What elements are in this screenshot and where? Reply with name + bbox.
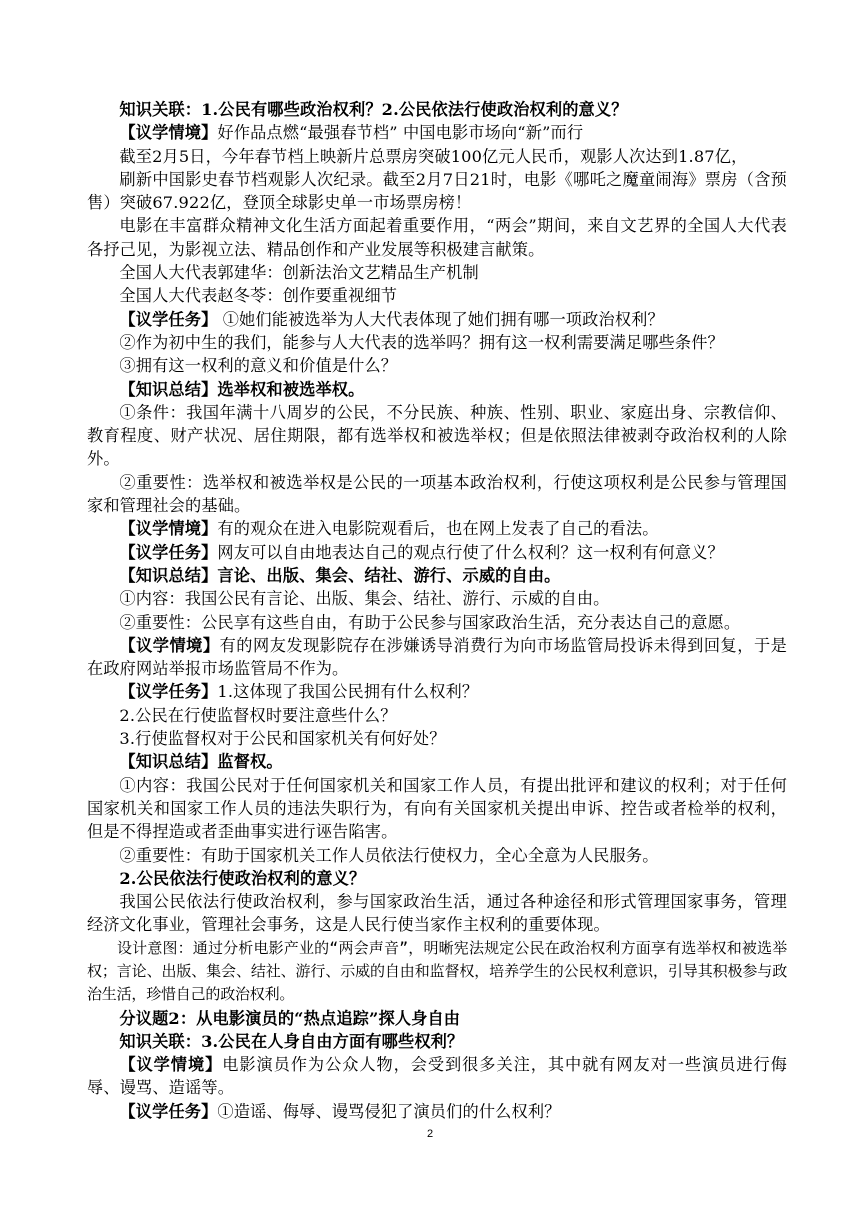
bracket-label: 【议学情境】: [119, 519, 218, 539]
bracket-label: 【知识总结】: [119, 379, 218, 399]
bracket-label: 【议学任务】: [119, 1101, 218, 1121]
paragraph: [87, 750, 787, 773]
paragraph: [87, 1053, 787, 1100]
paragraph: 全国人大代表赵冬苓：创作要重视细节: [119, 286, 398, 306]
paragraph-text: 1.这体现了我国公民拥有什么权利？: [217, 682, 479, 702]
paragraph: [87, 541, 787, 564]
design-intent-note: 设计意图：通过分析电影产业的“两会声音”，明晰宪法规定公民在政治权利方面享有选举权和被选举权；言论、出版、集会、结社、游行、示威的自由和监督权，培养学生的公民权利意识，引导其积极参与政治生活，珍惜自己的政治权利。: [87, 938, 787, 1004]
paragraph: [87, 378, 787, 401]
paragraph-text: 监督权。: [217, 752, 283, 772]
paragraph: [87, 634, 787, 681]
paragraph: 3.行使监督权对于公民和国家机关有何好处？: [119, 729, 446, 749]
bracket-label: 【议学情境】: [119, 1055, 223, 1075]
paragraph: [87, 680, 787, 703]
paragraph: ②重要性：有助于国家机关工作人员依法行使权力，全心全意为人民服务。: [119, 845, 659, 865]
page-number: 2: [426, 1128, 434, 1140]
bracket-label: 【议学情境】: [119, 635, 220, 655]
paragraph-text: 选举权和被选举权。: [217, 379, 365, 399]
paragraph: ②作为初中生的我们，能参与人大代表的选举吗？拥有这一权利需要满足哪些条件？: [119, 332, 724, 352]
paragraph: 全国人大代表郭建华：创新法治文艺精品生产机制: [119, 263, 479, 283]
paragraph-text: 电影演员作为公众人物，会受到很多关注，其中就有网友对一些演员进行侮辱、谩骂、造谣等。: [87, 1055, 788, 1098]
paragraph: [87, 517, 787, 540]
paragraph: [87, 121, 787, 144]
section-heading: 知识关联：1.公民有哪些政治权利？2.公民依法行使政治权利的意义？: [119, 100, 628, 119]
section-heading: 2.公民依法行使政治权利的意义？: [119, 868, 366, 888]
paragraph: 截至2月5日，今年春节档上映新片总票房突破100亿元人民币，观影人次达到1.87亿，: [119, 146, 748, 166]
bracket-label: 【议学情境】: [119, 123, 218, 143]
bracket-label: 【议学任务】: [119, 682, 218, 702]
paragraph-text: ①造谣、侮辱、谩骂侵犯了演员们的什么权利？: [217, 1101, 561, 1121]
bracket-label: 【知识总结】: [119, 565, 218, 585]
section-heading: 知识关联：3.公民在人身自由方面有哪些权利？: [119, 1031, 464, 1051]
paragraph: [87, 308, 787, 331]
paragraph: 电影在丰富群众精神文化生活方面起着重要作用，“两会”期间，来自文艺界的全国人大代表各抒己见，为影视立法、精品创作和产业发展等积极建言献策。: [87, 216, 787, 259]
paragraph-text: 有的网友发现影院存在涉嫌诱导消费行为向市场监管局投诉未得到回复，于是在政府网站举报市场监管局不作为。: [87, 635, 787, 679]
document-page: [87, 98, 787, 1123]
section-heading: 分议题2：从电影演员的“热点追踪”探人身自由: [119, 1008, 461, 1028]
paragraph: 我国公民依法行使政治权利，参与国家政治生活，通过各种途径和形式管理国家事务，管理经济文化事业，管理社会事务，这是人民行使当家作主权利的重要体现。: [87, 892, 787, 935]
paragraph: 刷新中国影史春节档观影人次纪录。截至2月7日21时，电影《哪吒之魔童闹海》票房（含预售）突破67.922亿，登顶全球影史单一市场票房榜！: [87, 169, 787, 213]
paragraph: ①条件：我国年满十八周岁的公民，不分民族、种族、性别、职业、家庭出身、宗教信仰、教育程度、财产状况、居住期限，都有选举权和被选举权；但是依照法律被剥夺政治权利的人除外。: [87, 402, 787, 469]
bracket-label: 【议学任务】: [119, 542, 218, 562]
bracket-label: 【知识总结】: [119, 752, 218, 772]
paragraph: [87, 1100, 787, 1123]
paragraph-text: 言论、出版、集会、结社、游行、示威的自由。: [217, 565, 561, 585]
paragraph: 2.公民在行使监督权时要注意些什么？: [119, 705, 397, 725]
paragraph-text: 好作品点燃“最强春节档” 中国电影市场向“新”而行: [217, 123, 584, 143]
paragraph-text: ①她们能被选举为人大代表体现了她们拥有哪一项政治权利？: [217, 309, 664, 329]
paragraph: ②重要性：公民享有这些自由，有助于公民参与国家政治生活，充分表达自己的意愿。: [119, 612, 741, 632]
paragraph: ②重要性：选举权和被选举权是公民的一项基本政治权利，行使这项权利是公民参与管理国家和管理社会的基础。: [87, 472, 787, 516]
paragraph: ③拥有这一权利的意义和价值是什么？: [119, 356, 398, 376]
paragraph: ①内容：我国公民对于任何国家机关和国家工作人员，有提出批评和建议的权利；对于任何国家机关和国家工作人员的违法失职行为，有向有关国家机关提出申诉、控告或者检举的权利，但是不得捏造或者歪曲事实进行诬告陷害。: [87, 775, 787, 842]
bracket-label: 【议学任务】: [119, 309, 218, 329]
paragraph: [87, 564, 787, 587]
paragraph-text: 网友可以自由地表达自己的观点行使了什么权利？这一权利有何意义？: [217, 542, 724, 562]
paragraph-text: 有的观众在进入电影院观看后，也在网上发表了自己的看法。: [217, 519, 659, 539]
paragraph: ①内容：我国公民有言论、出版、集会、结社、游行、示威的自由。: [119, 589, 610, 609]
